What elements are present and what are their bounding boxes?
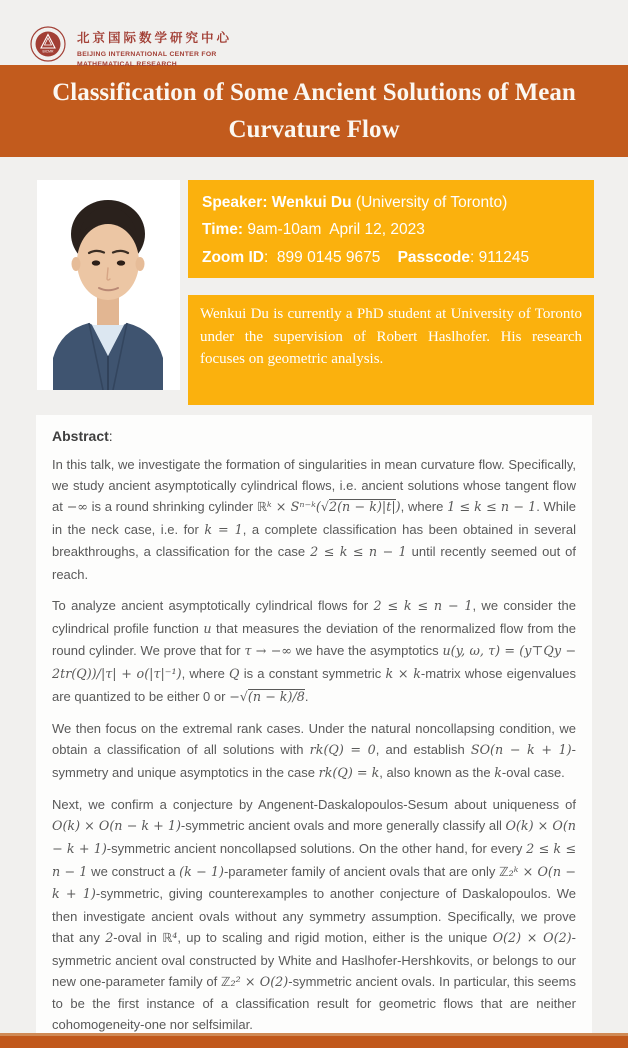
math-inline: Q bbox=[229, 666, 240, 682]
text-run: -matrix whose eigenvalues are quantized to be either 0 or bbox=[52, 665, 577, 704]
text-run: -symmetric ancient noncollapsed solutions. On the other hand, for every bbox=[106, 841, 527, 857]
speaker-info-box bbox=[188, 180, 594, 278]
text-run: , and establish bbox=[375, 742, 471, 758]
text-run: we construct a bbox=[87, 863, 180, 879]
math-inline: ℝ⁴ bbox=[162, 931, 178, 947]
text-run: , also known as the bbox=[379, 764, 495, 780]
math-inline: 2 ≤ k ≤ n − 1 bbox=[310, 545, 407, 561]
text-run: -symmetric ancient ovals and more generally classify all bbox=[180, 818, 506, 834]
math-inline: u bbox=[203, 621, 212, 637]
radical-argument: 2(n − k)|t| bbox=[328, 500, 396, 516]
radical-sign: √ bbox=[239, 689, 248, 705]
text-run: . bbox=[304, 688, 309, 704]
abstract-paragraph bbox=[52, 454, 576, 585]
text-run: We then focus on the extremal rank cases. Under the natural noncollapsing condition, we obtain a classification of all solutions with bbox=[52, 721, 576, 758]
math-inline: 1 ≤ k ≤ n − 1 bbox=[447, 500, 537, 516]
zoom-line bbox=[202, 244, 580, 271]
footer-accent-bar bbox=[0, 1033, 628, 1048]
bicmr-seal-icon bbox=[30, 26, 66, 62]
header bbox=[0, 0, 628, 68]
logo-row bbox=[30, 28, 628, 70]
title-banner bbox=[0, 65, 628, 157]
math-inline: rk(Q) = 0 bbox=[309, 743, 376, 759]
text-run: -symmetric ancient ovals. In particular, this seems to be the first instance of a classification result for geometric flows that are neither cohomogeneity-one nor selfsimilar. bbox=[52, 973, 576, 1033]
time-label: Time: bbox=[202, 221, 248, 239]
text-run: -parameter family of ancient ovals that are only bbox=[223, 863, 500, 879]
math-inline: ℝᵏ × Sⁿ⁻ᵏ( bbox=[256, 500, 321, 516]
math-inline: −∞ bbox=[66, 500, 88, 516]
speaker-affiliation: (University of Toronto) bbox=[351, 194, 508, 211]
talk-title: Classification of Some Ancient Solutions of Mean Curvature Flow bbox=[52, 78, 576, 143]
math-inline: O(k) × O(n − k + 1) bbox=[52, 819, 576, 858]
passcode-value: : 911245 bbox=[469, 248, 530, 266]
math-radical bbox=[321, 499, 396, 515]
time-line bbox=[202, 216, 580, 243]
math-inline: 2 ≤ k ≤ n − 1 bbox=[52, 842, 576, 880]
text-run: In this talk, we investigate the formation of singularities in mean curvature flow. Specifically, we study ancient asymptotically cylindrical flows, i.e. ancient solutions whose tangent flow at bbox=[52, 457, 576, 515]
svg-text:BICMR: BICMR bbox=[42, 49, 54, 54]
math-inline: SO(n − k + 1) bbox=[470, 743, 572, 759]
text-run: -oval case. bbox=[501, 764, 565, 780]
math-inline: 2 ≤ k ≤ n − 1 bbox=[373, 599, 473, 615]
math-inline: ) bbox=[395, 500, 401, 516]
abstract-box bbox=[36, 415, 592, 1048]
text-run: until recently seemed out of reach. bbox=[52, 544, 576, 582]
speaker-label: Speaker: bbox=[202, 194, 272, 211]
text-run: , we consider the cylindrical profile function bbox=[52, 598, 576, 636]
math-inline: k bbox=[494, 765, 502, 781]
math-inline: (k − 1) bbox=[179, 864, 224, 880]
org-name-chinese: 北京国际数学研究中心 bbox=[77, 31, 233, 45]
radical-sign: √ bbox=[320, 500, 329, 516]
abstract-heading: Abstract: bbox=[52, 428, 113, 444]
math-inline: ℤ₂² × O(2) bbox=[220, 974, 289, 990]
abstract-paragraph bbox=[52, 595, 576, 708]
abstract-paragraphs bbox=[52, 454, 576, 1035]
org-name-english-line2: MATHEMATICAL RESEARCH bbox=[77, 60, 177, 68]
speaker-bio-box: Wenkui Du is currently a PhD student at University of Toronto under the supervision of Robert Haslhofer. His research focuses on geometric analysis. bbox=[188, 295, 594, 405]
math-inline: τ → −∞ bbox=[244, 644, 292, 660]
org-name-english-line1: BEIJING INTERNATIONAL CENTER FOR bbox=[77, 51, 217, 58]
math-inline: O(k) × O(n − k + 1) bbox=[52, 819, 181, 835]
math-inline: 2 bbox=[105, 931, 114, 947]
radical-argument: (n − k)/8 bbox=[247, 689, 305, 705]
math-inline: − bbox=[229, 689, 240, 705]
math-inline: O(2) × O(2) bbox=[492, 931, 572, 947]
text-run: -symmetric ancient oval constructed by White and Haslhofer-Hershkovits, or belongs to our new one-parameter family of bbox=[52, 930, 576, 989]
text-run: , where bbox=[400, 499, 448, 515]
abstract-paragraph bbox=[52, 794, 576, 1035]
math-inline: ℤ₂ᵏ × O(n − k + 1) bbox=[52, 864, 576, 903]
text-run: -oval in bbox=[113, 930, 163, 946]
speaker-name: Wenkui Du bbox=[271, 194, 352, 211]
text-run: , up to scaling and rigid motion, either is the unique bbox=[177, 930, 493, 946]
text-run: -symmetric, giving counterexamples to another conjecture of Daskalopoulos. We then investigate ancient ovals without any symmetry assumption. Specifically, we prove that any bbox=[52, 886, 576, 946]
abstract-paragraph bbox=[52, 718, 576, 784]
text-run: is a constant symmetric bbox=[239, 665, 386, 681]
math-inline: u(y, ω, τ) = (y⊤Qy − 2tr(Q))/|τ| + o(|τ|⁻¹) bbox=[52, 644, 576, 682]
math-inline: k × k bbox=[385, 666, 421, 682]
text-run: , a complete classification has been obtained in several breakthroughs, a classification for the case bbox=[52, 521, 576, 560]
text-run: Next, we confirm a conjecture by Angenent-Daskalopoulos-Sesum about uniqueness of bbox=[52, 797, 576, 813]
org-name-english bbox=[77, 50, 232, 70]
zoom-id-value: : 899 0145 9675 bbox=[264, 248, 381, 266]
speaker-photo bbox=[37, 180, 180, 390]
passcode-label: Passcode bbox=[397, 248, 470, 266]
math-inline: rk(Q) = k bbox=[318, 765, 380, 781]
text-run: that measures the deviation of the renormalized flow from the round cylinder. We prove that for bbox=[52, 620, 576, 659]
math-inline: k = 1 bbox=[204, 522, 243, 538]
speaker-right-column bbox=[188, 180, 594, 405]
text-run: is a round shrinking cylinder bbox=[87, 499, 257, 515]
org-text bbox=[77, 28, 232, 70]
speaker-section bbox=[37, 180, 594, 405]
time-value: 9am-10am April 12, 2023 bbox=[247, 221, 425, 239]
speaker-line bbox=[202, 189, 580, 216]
zoom-id-label: Zoom ID bbox=[202, 248, 264, 266]
text-run: , where bbox=[181, 665, 230, 681]
math-radical bbox=[240, 689, 305, 705]
text-run: -symmetry and unique asymptotics in the case bbox=[52, 742, 576, 780]
text-run: . While in the neck case, i.e. for bbox=[52, 499, 577, 537]
spacer bbox=[380, 249, 397, 266]
text-run: we have the asymptotics bbox=[291, 643, 443, 659]
text-run: To analyze ancient asymptotically cylindrical flows for bbox=[52, 598, 374, 614]
